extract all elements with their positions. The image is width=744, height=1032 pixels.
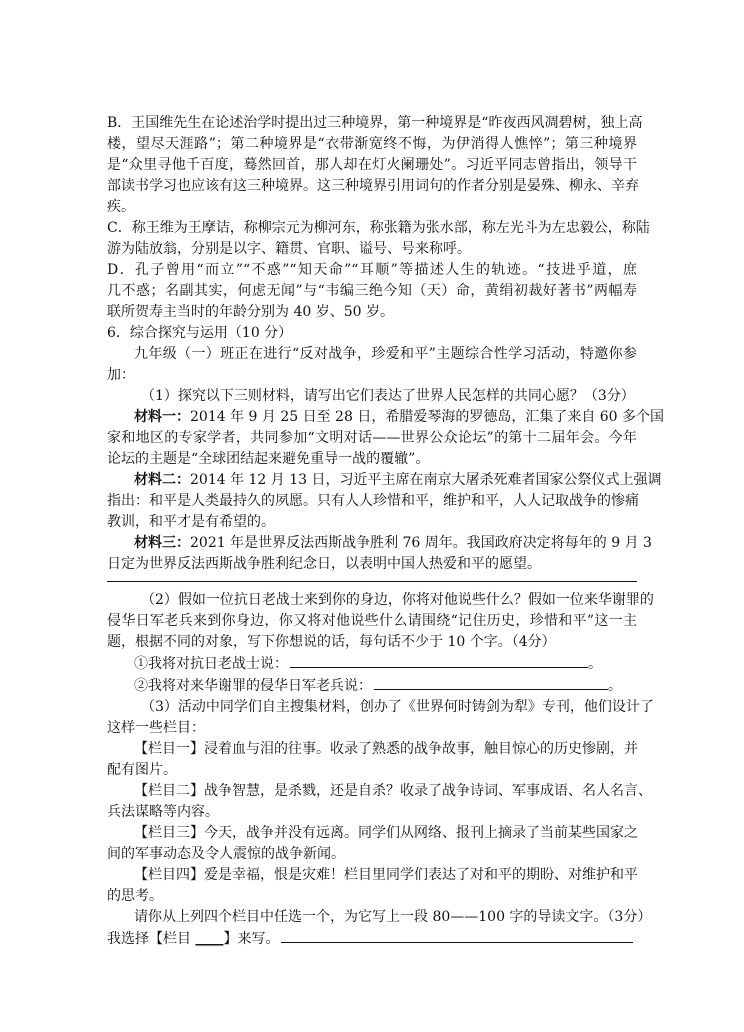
column-4-line-2: 的思考。 — [107, 888, 163, 904]
material-2-line-2: 指出：和平是人类最持久的夙愿。只有人人珍惜和平，维护和平，人人记取战争的惨痛 — [107, 493, 639, 509]
option-c-line-1: C．称王维为王摩诘，称柳宗元为柳河东，称张籍为张水部，称左光斗为左忠毅公，称陆 — [107, 220, 650, 236]
option-b-line-5: 疾。 — [107, 199, 135, 215]
material-2-label: 材料二： — [134, 472, 190, 488]
option-d-line-2: 几不惑；名副其实，何虑无闻”与“韦编三绝今知（天）命，黄绢初裁好著书”两幅寿 — [107, 283, 637, 299]
material-2-line-1 — [134, 470, 662, 491]
answer-1-row — [134, 653, 602, 675]
material-1-text-1: 2014 年 9 月 25 日至 28 日，希腊爱琴海的罗德岛，汇集了来自 60 多个国 — [190, 409, 665, 425]
answer-2-period: 。 — [608, 678, 622, 694]
material-1-line-1 — [134, 407, 665, 428]
part-3-line-2: 这样一些栏目： — [107, 720, 205, 736]
question-6-intro-2: 加： — [107, 367, 135, 383]
column-2-line-1: 【栏目二】战争智慧，是杀戮，还是自杀？收录了战争诗词、军事成语、名人名言、 — [134, 783, 652, 799]
option-d-line-1: D．孔子曾用“而立”“不惑”“知天命”“耳顺”等描述人生的轨迹。“技进乎道，庶 — [107, 262, 637, 278]
material-1-line-2: 家和地区的专家学者，共同参加“文明对话——世界公众论坛”的第十二届年会。今年 — [107, 430, 637, 446]
answer-1-label: ①我将对抗日老战士说： — [134, 656, 288, 672]
column-3-line-2: 间的军事动态及令人震惊的战争新闻。 — [107, 846, 345, 862]
answer-2-blank[interactable] — [374, 675, 608, 690]
choose-column-row — [107, 928, 633, 950]
material-2-text-1: 2014 年 12 月 13 日，习近平主席在南京大屠杀死难者国家公祭仪式上强调 — [190, 472, 662, 488]
answer-2-row — [134, 675, 622, 697]
answer-1-blank[interactable] — [290, 653, 588, 668]
option-b-line-4: 部读书学习也应该有这三种境界。这三种境界引用词句的作者分别是晏殊、柳永、辛弃 — [107, 178, 639, 194]
column-4-line-1: 【栏目四】爱是幸福，恨是灾难！栏目里同学们表达了对和平的期盼、对维护和平 — [134, 867, 638, 883]
part-1-prompt: （1）探究以下三则材料，请写出它们表达了世界人民怎样的共同心愿？（3分） — [141, 388, 635, 404]
column-1-line-2: 配有图片。 — [107, 762, 177, 778]
option-d-line-3: 联所贺寿主当时的年龄分别为 40 岁、50 岁。 — [107, 304, 394, 320]
option-b-line-3: 是“众里寻他千百度，蓦然回首，那人却在灯火阑珊处”。习近平同志曾指出，领导干 — [107, 157, 637, 173]
part-2-line-3: 题，根据不同的对象，写下你想说的话，每句话不少于 10 个字。（4分） — [107, 634, 556, 650]
material-3-text-1: 2021 年是世界反法西斯战争胜利 76 周年。我国政府决定将每年的 9 月 3 — [190, 535, 652, 551]
answer-2-label: ②我将对来华谢罪的侵华日军老兵说： — [134, 678, 372, 694]
part-3-line-1: （3）活动中同学们自主搜集材料，创办了《世界何时铸剑为犁》专刊，他们设计了 — [141, 699, 654, 715]
choose-prefix: 我选择【栏目 — [107, 931, 196, 947]
question-6-intro-1: 九年级（一）班正在进行“反对战争，珍爱和平”主题综合性学习活动，特邀你参 — [134, 346, 637, 362]
part-1-answer-line[interactable] — [107, 581, 637, 582]
option-b-line-2: 楼，望尽天涯路”；第二种境界是“衣带渐宽终不悔，为伊消得人憔悴”；第三种境界 — [107, 136, 637, 152]
material-3-line-2: 日定为世界反法西斯战争胜利纪念日，以表明中国人热爱和平的愿望。 — [107, 556, 541, 572]
column-2-line-2: 兵法谋略等内容。 — [107, 804, 219, 820]
guide-text-answer-line[interactable] — [281, 928, 633, 943]
question-6-heading: 6．综合探究与运用（10 分） — [107, 325, 293, 341]
material-3-line-1 — [134, 533, 652, 554]
part-3-task: 请你从上列四个栏目中任选一个，为它写上一段 80——100 字的导读文字。（3分） — [134, 909, 652, 925]
column-3-line-1: 【栏目三】今天，战争并没有远离。同学们从网络、报刊上摘录了当前某些国家之 — [134, 825, 638, 841]
option-b-line-1: B．王国维先生在论述治学时提出过三种境界，第一种境界是“昨夜西风凋碧树，独上高 — [107, 115, 643, 131]
material-2-line-3: 教训，和平才是有希望的。 — [107, 514, 275, 530]
part-2-line-2: 侵华日军老兵来到你身边，你又将对他说些什么请围绕“记住历史，珍惜和平”这一主 — [107, 613, 637, 629]
part-2-line-1: （2）假如一位抗日老战士来到你的身边，你将对他说些什么？假如一位来华谢罪的 — [141, 592, 654, 608]
material-1-label: 材料一： — [134, 409, 190, 425]
option-c-line-2: 游为陆放翁，分别是以字、籍贯、官职、谥号、号来称呼。 — [107, 241, 471, 257]
answer-1-period: 。 — [588, 656, 602, 672]
column-1-line-1: 【栏目一】浸着血与泪的往事。收录了熟悉的战争故事，触目惊心的历史惨剧，并 — [134, 741, 638, 757]
choose-column-blank[interactable]: ____ — [195, 931, 224, 947]
material-3-label: 材料三： — [134, 535, 190, 551]
choose-suffix: 】来写。 — [223, 931, 280, 947]
material-1-line-3: 论坛的主题是“全球团结起来避免重导一战的覆辙”。 — [107, 451, 430, 467]
